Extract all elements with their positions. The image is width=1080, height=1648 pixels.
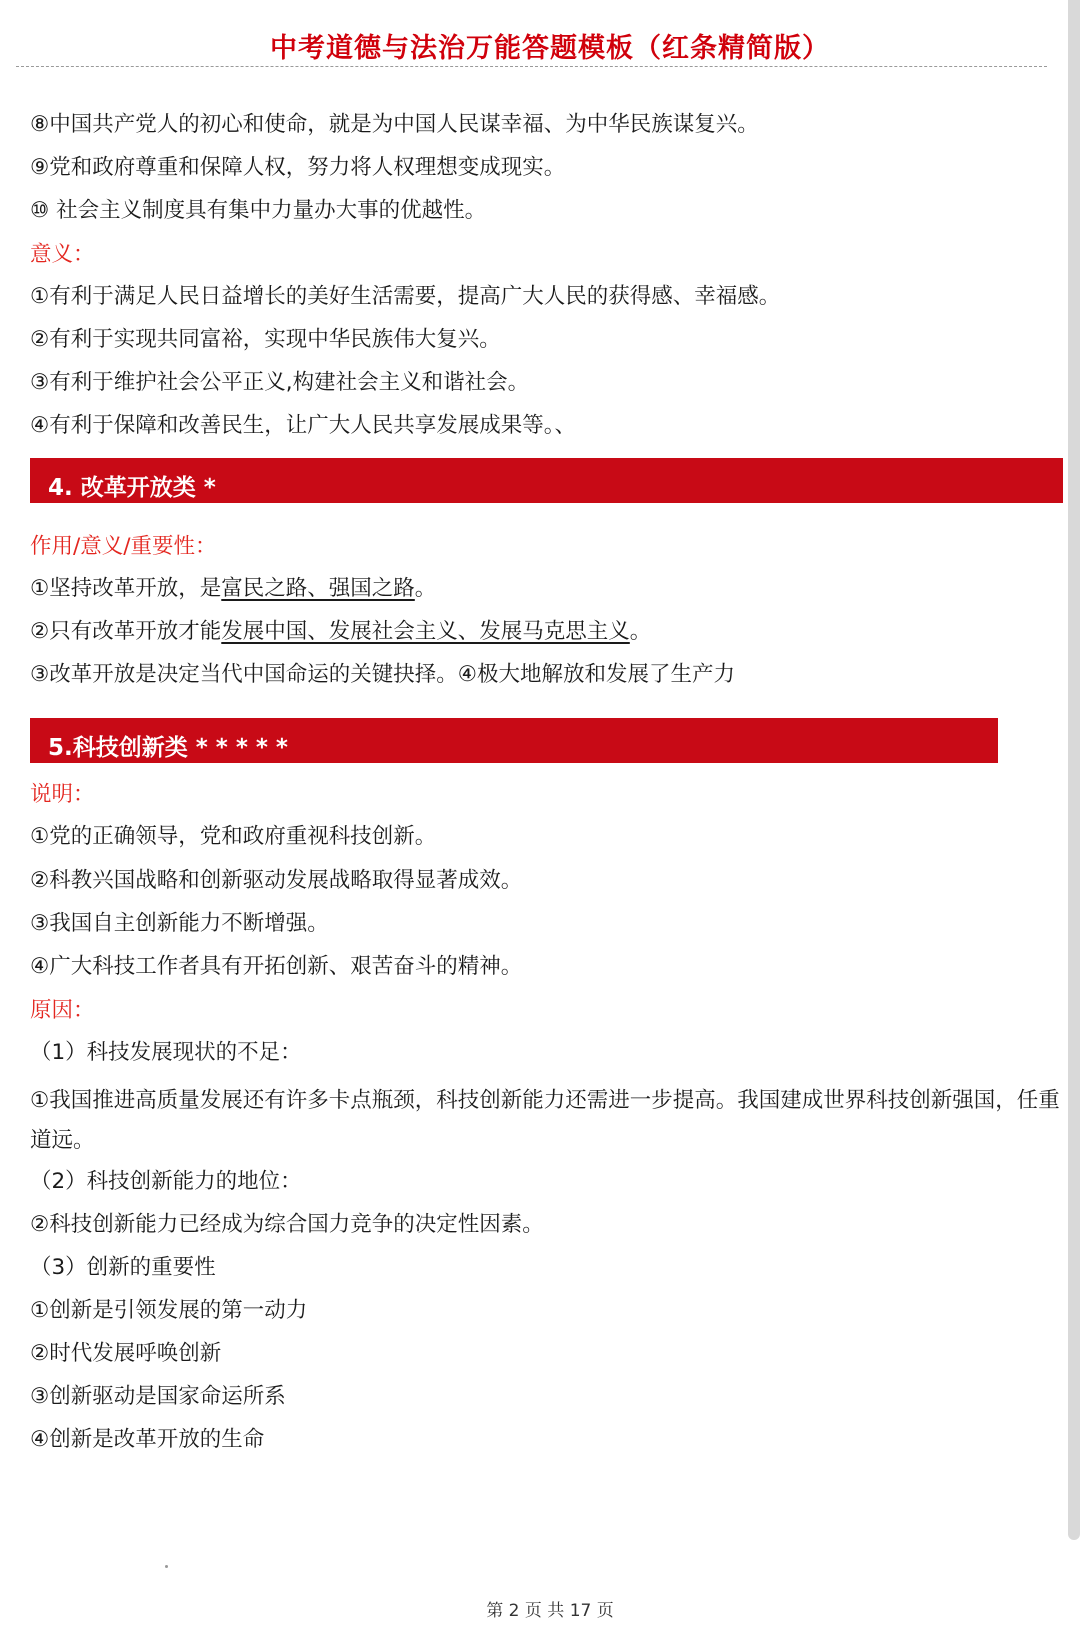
list-item: ②时代发展呼唤创新 [30, 1341, 222, 1366]
list-item: ③创新驱动是国家命运所系 [30, 1384, 286, 1409]
effect-label: 作用/意义/重要性： [30, 534, 217, 559]
item-text: ①坚持改革开放，是 [30, 576, 222, 601]
underlined-text: 富民之路、强国之路 [221, 576, 415, 601]
explain-label: 说明： [30, 782, 95, 807]
list-item: ②科教兴国战略和创新驱动发展战略取得显著成效。 [30, 868, 523, 893]
list-item: ③改革开放是决定当代中国命运的关键抉择。④极大地解放和发展了生产力 [30, 662, 736, 687]
list-item: ②有利于实现共同富裕，实现中华民族伟大复兴。 [30, 327, 501, 352]
list-item: ⑧中国共产党人的初心和使命，就是为中国人民谋幸福、为中华民族谋复兴。 [30, 112, 759, 137]
item-text: 。 [414, 576, 437, 601]
section-heading-bar [30, 718, 998, 763]
subheading: （2）科技创新能力的地位： [30, 1169, 302, 1194]
reason-label: 原因： [30, 998, 95, 1023]
item-text: 。 [629, 619, 652, 644]
list-item [30, 574, 436, 604]
subheading: （3）创新的重要性 [30, 1255, 216, 1280]
header-divider [16, 66, 1047, 67]
underlined-text: 发展中国、发展社会主义、发展马克思主义 [221, 619, 630, 644]
list-item: ③我国自主创新能力不断增强。 [30, 911, 329, 936]
section-heading: 5.科技创新类 * * * * * [48, 735, 288, 761]
list-item: ⑨党和政府尊重和保障人权，努力将人权理想变成现实。 [30, 155, 566, 180]
subheading: （1）科技发展现状的不足： [30, 1040, 302, 1065]
list-item: ⑩ 社会主义制度具有集中力量办大事的优越性。 [30, 198, 487, 223]
page-number: 第 2 页 共 17 页 [486, 1601, 614, 1621]
section-heading: 4. 改革开放类 * [48, 475, 216, 501]
page-header [0, 0, 1065, 66]
list-item: ③有利于维护社会公平正义,构建社会主义和谐社会。 [30, 370, 530, 395]
list-item: ①党的正确领导，党和政府重视科技创新。 [30, 824, 437, 849]
significance-label: 意义： [30, 242, 95, 267]
list-item: ①有利于满足人民日益增长的美好生活需要，提高广大人民的获得感、幸福感。 [30, 284, 781, 309]
list-item: ④有利于保障和改善民生，让广大人民共享发展成果等。、 [30, 413, 577, 438]
scrollbar[interactable] [1068, 0, 1080, 1540]
paragraph: ①我国推进高质量发展还有许多卡点瓶颈，科技创新能力还需进一步提高。我国建成世界科技创新强国，任重道远。 [30, 1088, 1060, 1153]
list-item [30, 617, 651, 647]
section-heading-bar [30, 458, 1063, 503]
speck [165, 1565, 168, 1568]
page-title: 中考道德与法治万能答题模板（红条精简版） [270, 33, 830, 64]
list-item: ②科技创新能力已经成为综合国力竞争的决定性因素。 [30, 1212, 544, 1237]
list-item: ①创新是引领发展的第一动力 [30, 1298, 308, 1323]
list-item: ④创新是改革开放的生命 [30, 1427, 265, 1452]
list-item: ④广大科技工作者具有开拓创新、艰苦奋斗的精神。 [30, 954, 523, 979]
item-text: ②只有改革开放才能 [30, 619, 222, 644]
